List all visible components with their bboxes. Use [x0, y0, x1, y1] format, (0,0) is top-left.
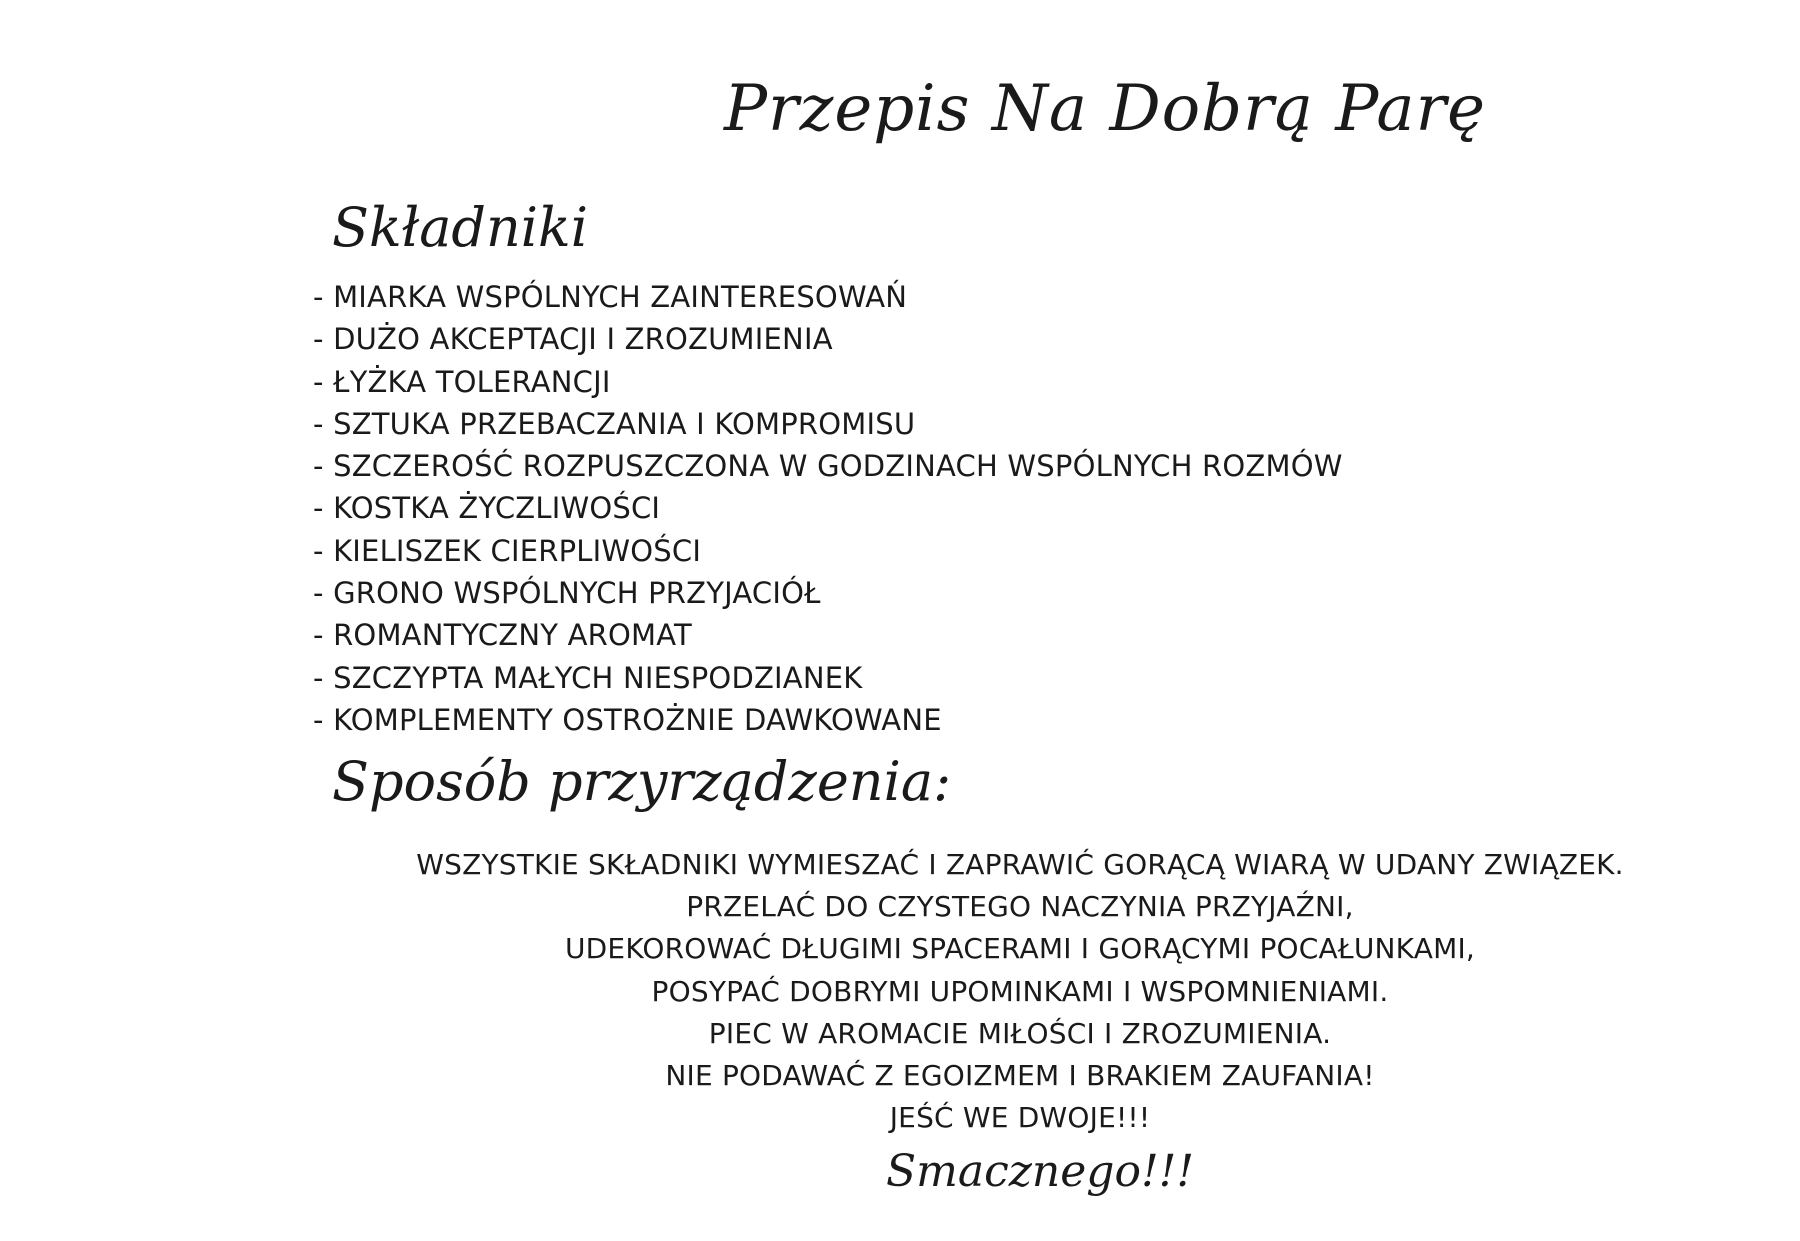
list-item: - ŁYŻKA TOLERANCJI — [313, 364, 611, 399]
list-item: - SZTUKA PRZEBACZANIA I KOMPROMISU — [313, 406, 916, 441]
list-item: - KIELISZEK CIERPLIWOŚCI — [313, 533, 702, 568]
method-text — [0, 844, 1800, 1139]
closing-text: Smacznego!!! — [886, 1146, 1194, 1197]
method-heading: Sposób przyrządzenia: — [332, 750, 952, 813]
list-item: - KOSTKA ŻYCZLIWOŚCI — [313, 491, 661, 526]
list-item: - DUŻO AKCEPTACJI I ZROZUMIENIA — [313, 322, 833, 357]
list-item: - SZCZYPTA MAŁYCH NIESPODZIANEK — [313, 660, 863, 695]
list-item: - MIARKA WSPÓLNYCH ZAINTERESOWAŃ — [313, 280, 908, 314]
method-line: PIEC W AROMACIE MIŁOŚCI I ZROZUMIENIA. — [708, 1016, 1332, 1050]
list-item: - KOMPLEMENTY OSTROŻNIE DAWKOWANE — [313, 702, 942, 737]
ingredients-list — [313, 276, 1343, 741]
list-item: - SZCZEROŚĆ ROZPUSZCZONA W GODZINACH WSPÓLNYCH ROZMÓW — [313, 449, 1343, 484]
method-line: JEŚĆ WE DWOJE!!! — [889, 1101, 1151, 1135]
method-line: WSZYSTKIE SKŁADNIKI WYMIESZAĆ I ZAPRAWIĆ GORĄCĄ WIARĄ W UDANY ZWIĄZEK. — [416, 848, 1624, 881]
method-line: PRZELAĆ DO CZYSTEGO NACZYNIA PRZYJAŹNI, — [686, 890, 1354, 924]
list-item: - ROMANTYCZNY AROMAT — [313, 618, 692, 653]
method-line: POSYPAĆ DOBRYMI UPOMINKAMI I WSPOMNIENIAMI. — [651, 974, 1389, 1008]
ingredients-heading: Składniki — [332, 196, 589, 259]
list-item: - GRONO WSPÓLNYCH PRZYJACIÓŁ — [313, 576, 821, 611]
method-line: NIE PODAWAĆ Z EGOIZMEM I BRAKIEM ZAUFANIA! — [665, 1059, 1375, 1093]
page-title: Przepis Na Dobrą Parę — [723, 72, 1487, 146]
method-line: UDEKOROWAĆ DŁUGIMI SPACERAMI I GORĄCYMI POCAŁUNKAMI, — [564, 932, 1476, 966]
